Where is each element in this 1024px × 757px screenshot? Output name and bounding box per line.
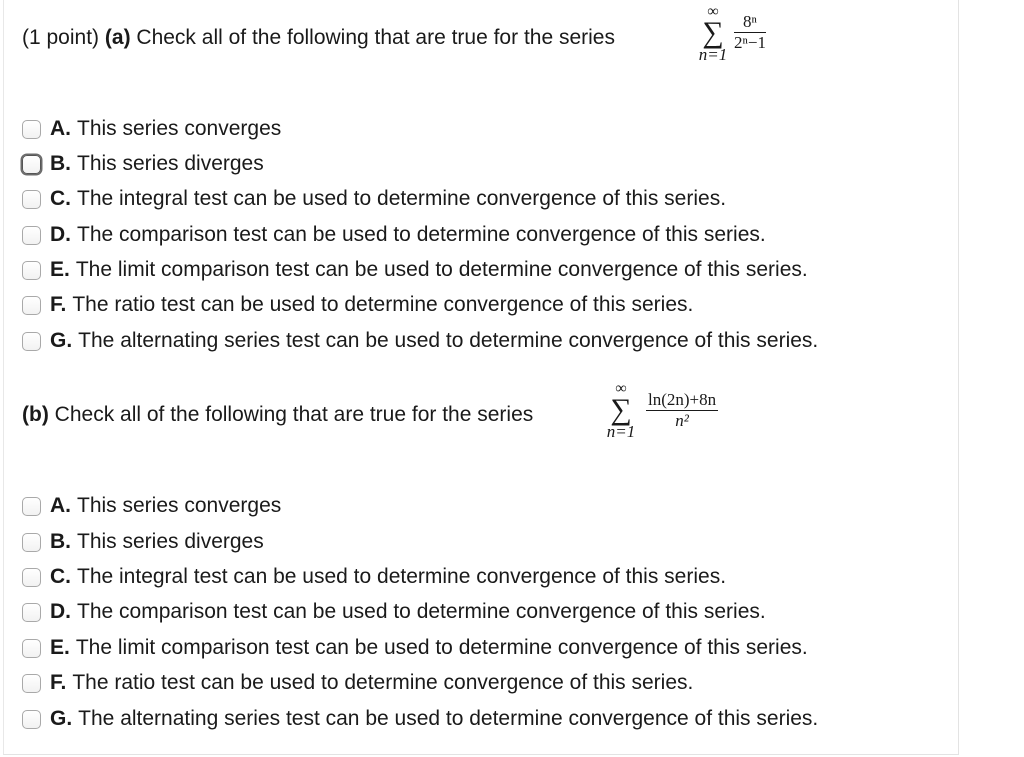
part-b-prompt-text: Check all of the following that are true for the series: [54, 403, 534, 426]
part-b-option-d[interactable]: [22, 597, 766, 627]
option-text: The ratio test can be used to determine convergence of this series.: [72, 671, 694, 694]
option-letter: C.: [50, 187, 71, 210]
sum-lower-limit: n=1: [606, 422, 636, 441]
option-letter: B.: [50, 530, 71, 553]
part-b-option-e[interactable]: [22, 633, 808, 663]
sum-upper-limit: ∞: [707, 3, 719, 20]
option-text: This series converges: [77, 117, 282, 140]
option-text: The alternating series test can be used to determine convergence of this series.: [78, 707, 819, 730]
part-b-prompt: [22, 402, 533, 428]
option-letter: E.: [50, 258, 70, 281]
part-b-option-g[interactable]: [22, 704, 818, 734]
points-label: (1 point): [22, 26, 100, 49]
sigma-symbol: ∑: [610, 393, 632, 426]
checkbox[interactable]: [22, 533, 41, 552]
sum-lower-limit: n=1: [698, 45, 728, 64]
checkbox[interactable]: [22, 674, 41, 693]
checkbox[interactable]: [22, 226, 41, 245]
option-letter: A.: [50, 494, 71, 517]
part-b-label: (b): [22, 403, 49, 426]
part-a-option-c[interactable]: [22, 184, 726, 214]
question-panel: [3, 0, 959, 755]
option-letter: G.: [50, 329, 73, 352]
option-text: This series converges: [77, 494, 282, 517]
option-letter: B.: [50, 152, 71, 175]
part-b-option-a[interactable]: [22, 491, 281, 521]
part-a-prompt-text: Check all of the following that are true for the series: [136, 26, 615, 49]
part-b-fraction: [646, 390, 718, 431]
part-b-option-c[interactable]: [22, 562, 726, 592]
part-a-fraction: [734, 12, 766, 53]
checkbox[interactable]: [22, 190, 41, 209]
part-a-option-a[interactable]: [22, 114, 281, 144]
checkbox[interactable]: [22, 120, 41, 139]
option-text: The integral test can be used to determine convergence of this series.: [77, 187, 727, 210]
option-letter: F.: [50, 671, 67, 694]
option-letter: D.: [50, 600, 71, 623]
sigma-symbol: ∑: [702, 16, 724, 49]
part-a-option-e[interactable]: [22, 255, 808, 285]
sum-upper-limit: ∞: [615, 380, 627, 397]
option-letter: A.: [50, 117, 71, 140]
option-text: The alternating series test can be used to determine convergence of this series.: [78, 329, 819, 352]
part-a-option-d[interactable]: [22, 220, 766, 250]
option-text: This series diverges: [77, 152, 264, 175]
option-text: The comparison test can be used to determine convergence of this series.: [77, 600, 766, 623]
fraction-numerator: 8ⁿ: [734, 12, 766, 33]
part-a-summation: [688, 4, 738, 64]
option-letter: C.: [50, 565, 71, 588]
fraction-numerator: ln(2n)+8n: [648, 390, 717, 409]
option-letter: F.: [50, 293, 67, 316]
option-text: The comparison test can be used to determine convergence of this series.: [77, 223, 766, 246]
checkbox[interactable]: [22, 497, 41, 516]
part-a-label: (a): [104, 26, 131, 49]
part-b-option-b[interactable]: [22, 527, 264, 557]
checkbox[interactable]: [22, 710, 41, 729]
part-b-option-f[interactable]: [22, 668, 693, 698]
checkbox[interactable]: [22, 332, 41, 351]
part-a-option-f[interactable]: [22, 290, 693, 320]
fraction-denominator: 2ⁿ−1: [734, 33, 766, 52]
part-a-option-g[interactable]: [22, 326, 818, 356]
checkbox[interactable]: [22, 296, 41, 315]
checkbox[interactable]: [22, 568, 41, 587]
checkbox[interactable]: [22, 639, 41, 658]
option-text: The limit comparison test can be used to determine convergence of this series.: [75, 636, 808, 659]
part-a-option-b[interactable]: [22, 149, 264, 179]
option-letter: G.: [50, 707, 73, 730]
option-text: The limit comparison test can be used to determine convergence of this series.: [75, 258, 808, 281]
option-text: The integral test can be used to determine convergence of this series.: [77, 565, 727, 588]
option-letter: D.: [50, 223, 71, 246]
checkbox[interactable]: [22, 155, 41, 174]
option-text: The ratio test can be used to determine convergence of this series.: [72, 293, 694, 316]
part-a-prompt: [22, 25, 615, 51]
checkbox[interactable]: [22, 261, 41, 280]
option-letter: E.: [50, 636, 70, 659]
checkbox[interactable]: [22, 603, 41, 622]
part-b-summation: [596, 381, 646, 441]
fraction-denominator: n²: [675, 411, 689, 430]
option-text: This series diverges: [77, 530, 264, 553]
